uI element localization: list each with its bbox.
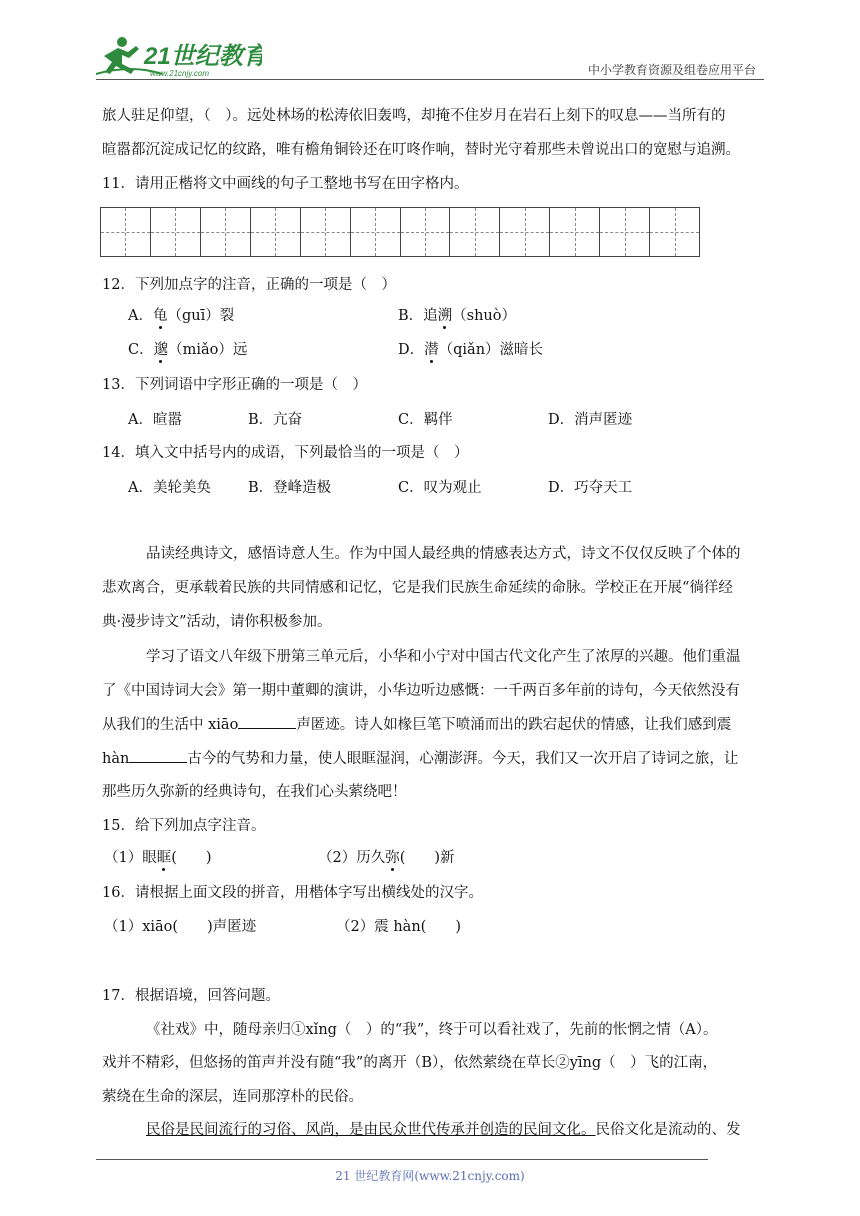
passage-text: 民俗文化是流动的、发 [595, 1122, 741, 1138]
grid-cell[interactable] [351, 208, 401, 256]
passage-text: 声匿迹。诗人如椽巨笔下喷涌而出的跌宕起伏的情感，让我们感到震 [296, 717, 732, 733]
option-label: （miǎo）远 [168, 342, 248, 358]
option-label: B．追 [398, 308, 438, 324]
dotted-char: 溯 [437, 308, 453, 324]
passage2-line8: 那些历久弥新的经典诗句，在我们心头萦绕吧！ [102, 784, 407, 800]
q16-item-1[interactable]: （1）xiāo( )声匿迹 [104, 919, 257, 935]
q16-text: 16．请根据上面文段的拼音，用楷体字写出横线处的汉字。 [102, 885, 483, 901]
q13-text: 13．下列词语中字形正确的一项是（ ） [102, 377, 367, 393]
option-label: （qiǎn）滋暗长 [438, 342, 544, 358]
q17-line4 [146, 1120, 741, 1140]
fill-blank[interactable] [238, 715, 296, 729]
grid-cell[interactable] [550, 208, 600, 256]
q12-option-c[interactable] [128, 340, 247, 360]
passage2-line5: 了《中国诗词大会》第一期中董卿的演讲，小华边听边感慨：一千两百多年前的诗句，今天依然没有 [102, 683, 740, 699]
q17-line3: 萦绕在生命的深层，连同那淳朴的民俗。 [102, 1089, 363, 1105]
q13-option-d[interactable]: D．消声匿迹 [548, 412, 633, 428]
footer-divider [96, 1159, 708, 1160]
dotted-char: 弥 [385, 850, 400, 866]
q12-option-d[interactable] [398, 340, 543, 360]
passage1-line2: 暄嚣都沉淀成记忆的纹路，唯有檐角铜铃还在叮咚作响，替时光守着那些未曾说出口的宽慰与追溯。 [102, 142, 740, 158]
grid-cell[interactable] [500, 208, 550, 256]
q14-option-d[interactable]: D．巧夺天工 [548, 480, 633, 496]
q11-text: 11．请用正楷将文中画线的句子工整地书写在田字格内。 [102, 176, 469, 192]
passage2-line4: 学习了语文八年级下册第三单元后，小华和小宁对中国古代文化产生了浓厚的兴趣。他们重温 [146, 649, 741, 665]
item-label: （2）历久 [318, 850, 386, 866]
platform-title: 中小学教育资源及组卷应用平台 [587, 63, 756, 77]
passage2-line2: 悲欢离合，更承载着民族的共同情感和记忆，它是我们民族生命延续的命脉。学校正在开展“徜徉经 [102, 580, 733, 596]
pinyin-text: hàn [102, 751, 130, 767]
grid-cell[interactable] [101, 208, 151, 256]
q14-option-c[interactable]: C．叹为观止 [398, 480, 482, 496]
grid-cell[interactable] [401, 208, 451, 256]
passage-text: 古今的气势和力量，使人眼眶湿润，心潮澎湃。今天，我们又一次开启了诗词之旅，让 [187, 751, 739, 767]
q12-text: 12．下列加点字的注音，正确的一项是（ ） [102, 277, 396, 293]
grid-cell[interactable] [301, 208, 351, 256]
dotted-char: 潜 [424, 342, 439, 358]
footer-link[interactable]: 21 世纪教育网(www.21cnjy.com) [335, 1169, 525, 1183]
logo-text: 21世纪教育 [144, 43, 262, 70]
grid-cell[interactable] [201, 208, 251, 256]
q14-option-b[interactable]: B．登峰造极 [248, 480, 332, 496]
passage2-line3: 典·漫步诗文”活动，请你积极参加。 [102, 614, 332, 630]
answer-blank: ( )新 [399, 850, 455, 866]
option-label: C． [128, 342, 154, 358]
dotted-char: 邈 [153, 342, 169, 358]
passage2-line7 [102, 749, 738, 769]
q12-option-a[interactable] [128, 306, 234, 326]
item-label: （1）眼 [104, 850, 157, 866]
q17-text: 17．根据语境，回答问题。 [102, 988, 280, 1004]
underlined-sentence: 民俗是民间流行的习俗、风尚，是由民众世代传承并创造的民间文化。 [146, 1122, 596, 1138]
q12-option-b[interactable] [398, 306, 516, 326]
option-label: （guī）裂 [167, 308, 235, 324]
passage1-line1: 旅人驻足仰望，（ ）。远处林场的松涛依旧轰鸣，却掩不住岁月在岩石上刻下的叹息——当所有的 [102, 108, 726, 124]
answer-blank: ( ) [171, 850, 212, 866]
grid-cell[interactable] [600, 208, 650, 256]
grid-cell[interactable] [251, 208, 301, 256]
q15-text: 15．给下列加点字注音。 [102, 818, 266, 834]
grid-cell[interactable] [650, 208, 699, 256]
passage2-line6 [102, 715, 731, 735]
passage2-line1: 品读经典诗文，感悟诗意人生。作为中国人最经典的情感表达方式，诗文不仅仅反映了个体的 [146, 546, 741, 562]
logo-runner-icon [92, 34, 262, 80]
q13-option-a[interactable]: A．暄嚣 [128, 412, 182, 428]
q13-option-b[interactable]: B．亢奋 [248, 412, 303, 428]
q17-line2: 戏并不精彩，但悠扬的笛声并没有随“我”的离开（B），依然萦绕在草长②yīng（ ）飞的江南， [102, 1055, 718, 1071]
q17-line1: 《社戏》中，随母亲归①xǐng（ ）的“我”，终于可以看社戏了，先前的怅惘之情（A）。 [146, 1022, 718, 1038]
pinyin-text: 从我们的生活中 xiāo [102, 717, 239, 733]
dotted-char: 眶 [156, 850, 172, 866]
q14-text: 14．填入文中括号内的成语，下列最恰当的一项是（ ） [102, 445, 469, 461]
q13-option-c[interactable]: C．羁伴 [398, 412, 453, 428]
fill-blank[interactable] [129, 749, 187, 763]
q15-item-2[interactable] [318, 848, 455, 868]
option-label: D． [398, 342, 425, 358]
q15-item-1[interactable] [104, 848, 212, 868]
option-label: （shuò） [452, 308, 517, 324]
tianzige-grid[interactable] [100, 207, 700, 257]
grid-cell[interactable] [151, 208, 201, 256]
grid-cell[interactable] [450, 208, 500, 256]
logo-url: www.21cnjy.com [150, 69, 209, 78]
q14-option-a[interactable]: A．美轮美奂 [128, 480, 211, 496]
site-logo [92, 34, 262, 80]
option-label: A． [128, 308, 153, 324]
header-divider [96, 79, 764, 80]
q16-item-2[interactable]: （2）震 hàn( ) [336, 919, 461, 935]
dotted-char: 龟 [152, 308, 168, 324]
